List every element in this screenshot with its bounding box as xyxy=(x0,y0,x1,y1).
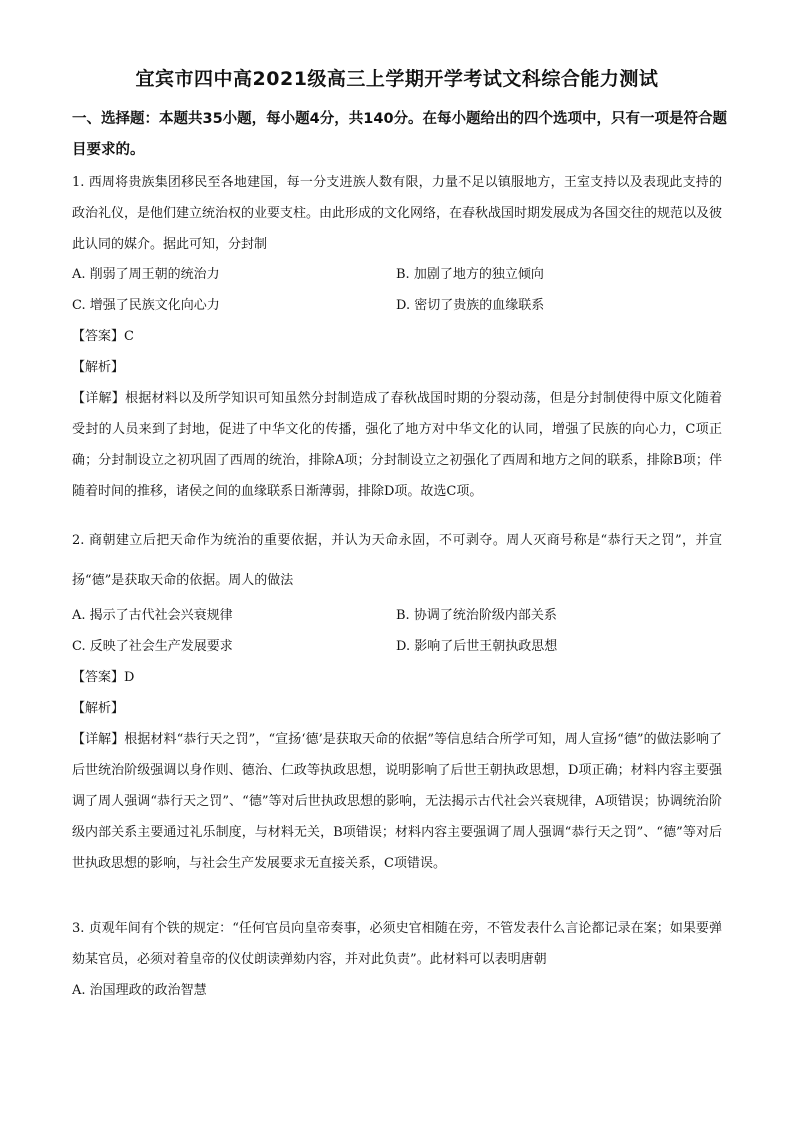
question-2-detail xyxy=(72,724,722,879)
question-1-option-c: C. 增强了民族文化向心力 xyxy=(72,298,220,313)
question-2-option-a: A. 揭示了古代社会兴衰规律 xyxy=(72,608,233,623)
question-3-option-a: A. 治国理政的政治智慧 xyxy=(72,983,207,998)
answer-value: C xyxy=(124,329,134,344)
question-2-stem: 2. 商朝建立后把天命作为统治的重要依据，并认为天命永固，不可剥夺。周人灭商号称是“恭行天之罚”，并宣扬“德”是获取天命的依据。周人的做法 xyxy=(72,533,722,588)
answer-label: 【答案】 xyxy=(72,670,125,685)
question-1-option-d: D. 密切了贵族的血缘联系 xyxy=(396,298,545,313)
detail-label: 【详解】 xyxy=(72,391,126,406)
answer-label: 【答案】 xyxy=(72,329,125,344)
answer-value: D xyxy=(124,670,135,685)
question-1-option-a: A. 削弱了周王朝的统治力 xyxy=(72,267,220,282)
section-heading: 一、选择题：本题共35小题，每小题4分，共140分。在每小题给出的四个选项中，只有一项是符合题目要求的。 xyxy=(72,111,728,158)
detail-text: 根据材料以及所学知识可知虽然分封制造成了春秋战国时期的分裂动荡，但是分封制使得中原文化随着受封的人员来到了封地，促进了中华文化的传播，强化了地方对中华文化的认同，增强了民族的向心力，C项正确；分封制设立之初巩固了西周的统治，排除A项；分封制设立之初强化了西周和地方之间的联系，排除B项；伴随着时间的推移，诸侯之间的血缘联系日渐薄弱，排除D项。故选C项。 xyxy=(72,391,722,499)
exam-title: 宜宾市四中高2021级高三上学期开学考试文科综合能力测试 xyxy=(135,68,659,90)
detail-text: 根据材料“恭行天之罚”，“宣扬‘德’是获取天命的依据”等信息结合所学可知，周人宣扬“德”的做法影响了后世统治阶级强调以身作则、德治、仁政等执政思想，说明影响了后世王朝执政思想，D项正确；材料内容主要强调了周人强调“恭行天之罚”、“德”等对后世执政思想的影响，无法揭示古代社会兴衰规律，A项错误；协调统治阶级内部关系主要通过礼乐制度，与材料无关，B项错误；材料内容主要强调了周人强调“恭行天之罚”、“德”等对后世执政思想的影响，与社会生产发展要求无直接关系，C项错误。 xyxy=(72,732,722,871)
question-2-option-b: B. 协调了统治阶级内部关系 xyxy=(396,608,557,623)
detail-label: 【详解】 xyxy=(72,732,125,747)
question-2-analysis-label: 【解析】 xyxy=(72,701,125,716)
question-2-option-c: C. 反映了社会生产发展要求 xyxy=(72,639,233,654)
question-1-detail xyxy=(72,383,722,507)
question-1-stem: 1. 西周将贵族集团移民至各地建国，每一分支进族人数有限，力量不足以镇服地方，王室支持以及表现此支持的政治礼仪，是他们建立统治权的业要支柱。由此形成的文化网络，在春秋战国时期发展成为各国交往的规范以及彼此认同的媒介。据此可知，分封制 xyxy=(72,175,723,252)
question-1-answer xyxy=(72,321,134,352)
question-2-option-d: D. 影响了后世王朝执政思想 xyxy=(396,639,558,654)
question-2-answer xyxy=(72,662,134,693)
question-1-option-b: B. 加剧了地方的独立倾向 xyxy=(396,267,544,282)
question-3-stem: 3. 贞观年间有个铁的规定：“任何官员向皇帝奏事，必须史官相随在旁，不管发表什么言论都记录在案；如果要弹劾某官员，必须对着皇帝的仪仗朗读弹劾内容，并对此负责”。此材料可以表明唐朝 xyxy=(72,921,722,967)
question-1-analysis-label: 【解析】 xyxy=(72,360,125,375)
